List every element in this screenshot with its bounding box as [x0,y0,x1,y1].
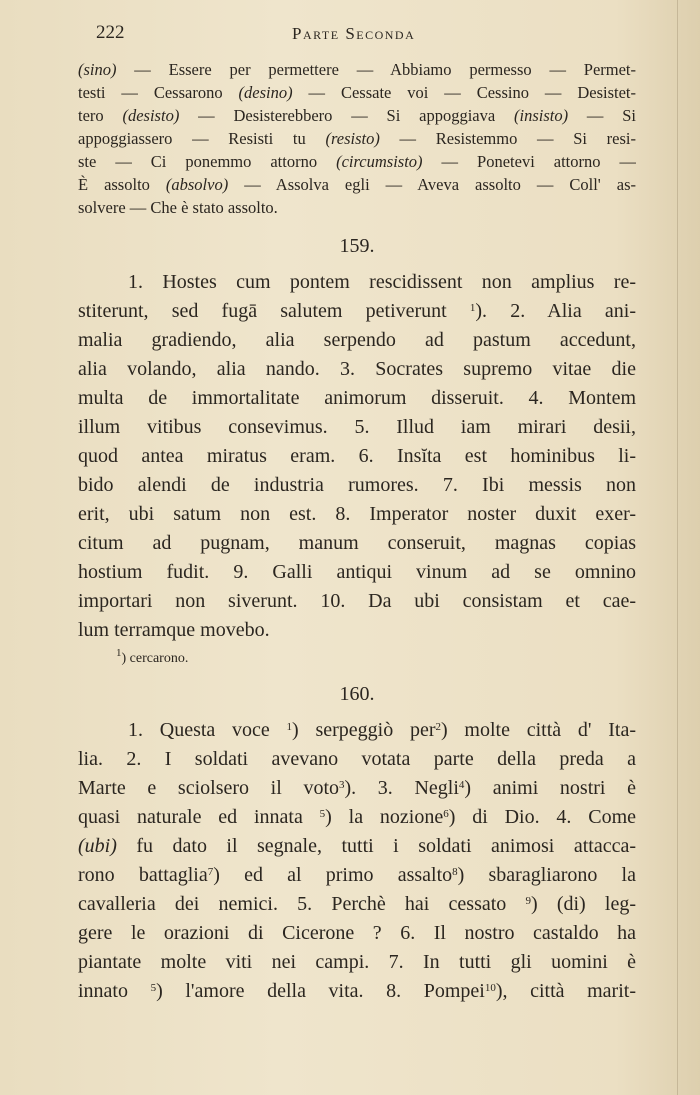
text-line [78,948,636,977]
text-line [78,150,636,173]
text-run: lum terramque movebo. [78,619,270,641]
text-line [78,832,636,861]
text-run: — Ponetevi attorno — [422,152,636,171]
text-run: tero [78,106,123,125]
text-run: quod antea miratus eram. 6. Insĭta est hominibus li- [78,445,636,467]
footnote-ref: 6 [443,808,449,820]
text-line [78,500,636,529]
text-run: ) (di) leg- [530,893,636,915]
text-run: ) la nozione [325,806,444,828]
text-line [78,196,636,219]
text-run: lia. 2. I soldati avevano votata parte della preda a [78,748,636,770]
text-run: 1. Hostes cum pontem rescidissent non amplius re- [128,271,636,293]
text-line [78,977,636,1006]
continuation-paragraph [78,58,636,219]
text-line [78,173,636,196]
text-run: gere le orazioni di Cicerone ? 6. Il nostro castaldo ha [78,922,636,944]
text-run: malia gradiendo, alia serpendo ad pastum accedunt, [78,329,636,351]
text-run: testi — Cessarono [78,83,239,102]
text-run: illum vitibus consevimus. 5. Illud iam mirari desii, [78,416,636,438]
text-run: — Assolva egli — Aveva assolto — Coll' as- [228,175,636,194]
text-run: rono battaglia [78,864,208,886]
text-line [78,297,636,326]
text-run: multa de immortalitate animorum disseruit. 4. Montem [78,387,636,409]
text-run: Marte e sciolsero il voto [78,777,339,799]
footnote-text: ) cercarono. [121,651,189,666]
text-run: fu dato il segnale, tutti i soldati animosi attacca- [116,835,636,857]
text-run: 1. Questa voce [128,719,287,741]
text-line [78,58,636,81]
page-fold-shadow [677,0,678,1095]
text-run: — Cessate voi — Cessino — Desistet- [292,83,636,102]
footnote-mark: 1 [116,647,122,659]
text-run: ste — Ci ponemmo attorno [78,152,337,171]
text-run: hostium fudit. 9. Galli antiqui vinum ad se omnino [78,561,636,583]
page-number: 222 [96,22,125,43]
italic-term: (ubi) [78,835,117,857]
text-run: ) di Dio. 4. Come [448,806,636,828]
italic-term: (desisto) [122,106,180,125]
text-line [78,326,636,355]
text-run: — Si [568,106,636,125]
text-run: citum ad pugnam, manum conseruit, magnas copias [78,532,636,554]
text-line [78,745,636,774]
italic-term: (sino) [78,60,117,79]
italic-term: (circumsisto) [336,152,423,171]
text-line [78,127,636,150]
text-run: ) serpeggiò per [292,719,436,741]
text-run: — Desisterebbero — Si appoggiava [179,106,515,125]
text-run: appoggiassero — Resisti tu [78,129,326,148]
footnote-ref: 1 [469,302,476,314]
text-run: ) ed al primo assalto [213,864,453,886]
footnote-ref: 9 [525,895,531,907]
text-line [78,803,636,832]
text-line [78,268,636,297]
italic-term: (desino) [238,83,293,102]
text-run: solvere — Che è stato assolto. [78,198,278,217]
section-number-159: 159. [339,235,375,257]
text-run: alia volando, alia nando. 3. Socrates supremo vitae die [78,358,636,380]
text-line [78,587,636,616]
text-run: piantate molte viti nei campi. 7. In tutti gli uomini è [78,951,636,973]
text-run: ). 3. Negli [344,777,459,799]
text-run: quasi naturale ed innata [78,806,320,828]
text-line [78,890,636,919]
text-line [78,384,636,413]
text-run: — Essere per permettere — Abbiamo permesso — Permet- [116,60,636,79]
text-run: ), città marit- [495,980,636,1002]
text-line [78,413,636,442]
text-run: erit, ubi satum non est. 8. Imperator noster duxit exer- [78,503,636,525]
text-run: ) molte città d' Ita- [441,719,636,741]
footnote-159 [116,647,636,667]
italic-term: (resisto) [325,129,380,148]
text-line [78,861,636,890]
exercise-159 [78,268,636,645]
text-run: ) animi nostri è [464,777,636,799]
footnote-ref: 1 [286,721,293,733]
footnote-ref: 5 [150,982,157,994]
section-number-160: 160. [339,683,375,705]
text-run: ) sbaragliarono la [457,864,636,886]
text-run: importari non siverunt. 10. Da ubi consistam et cae- [78,590,636,612]
text-line [78,558,636,587]
text-line [78,104,636,127]
page-header [96,22,636,52]
footnote-ref: 5 [319,808,326,820]
text-line [78,716,636,745]
footnote-ref: 2 [435,721,441,733]
footnote-ref: 8 [452,866,458,878]
text-line [78,81,636,104]
text-line [78,471,636,500]
exercise-160 [78,716,636,1006]
footnote-ref: 3 [339,779,345,791]
text-line [78,529,636,558]
footnote-ref: 7 [207,866,214,878]
text-run: innato [78,980,151,1002]
text-line [78,774,636,803]
text-line [78,616,636,645]
text-run: ). 2. Alia ani- [475,300,636,322]
running-head: Parte Seconda [292,24,416,43]
text-line [78,442,636,471]
italic-term: (insisto) [514,106,569,125]
text-run: cavalleria dei nemici. 5. Perchè hai cessato [78,893,526,915]
text-run: — Resistemmo — Si resi- [379,129,636,148]
italic-term: (absolvo) [165,175,229,194]
text-run: stiterunt, sed fugā salutem petiverunt [78,300,470,322]
footnote-ref: 10 [484,982,496,994]
text-run: ) l'amore della vita. 8. Pompei [156,980,485,1002]
page-content [78,58,636,1006]
text-run: bido alendi de industria rumores. 7. Ibi messis non [78,474,636,496]
text-line [78,919,636,948]
text-line [78,355,636,384]
footnote-ref: 4 [458,779,465,791]
text-run: È assolto [78,175,166,194]
